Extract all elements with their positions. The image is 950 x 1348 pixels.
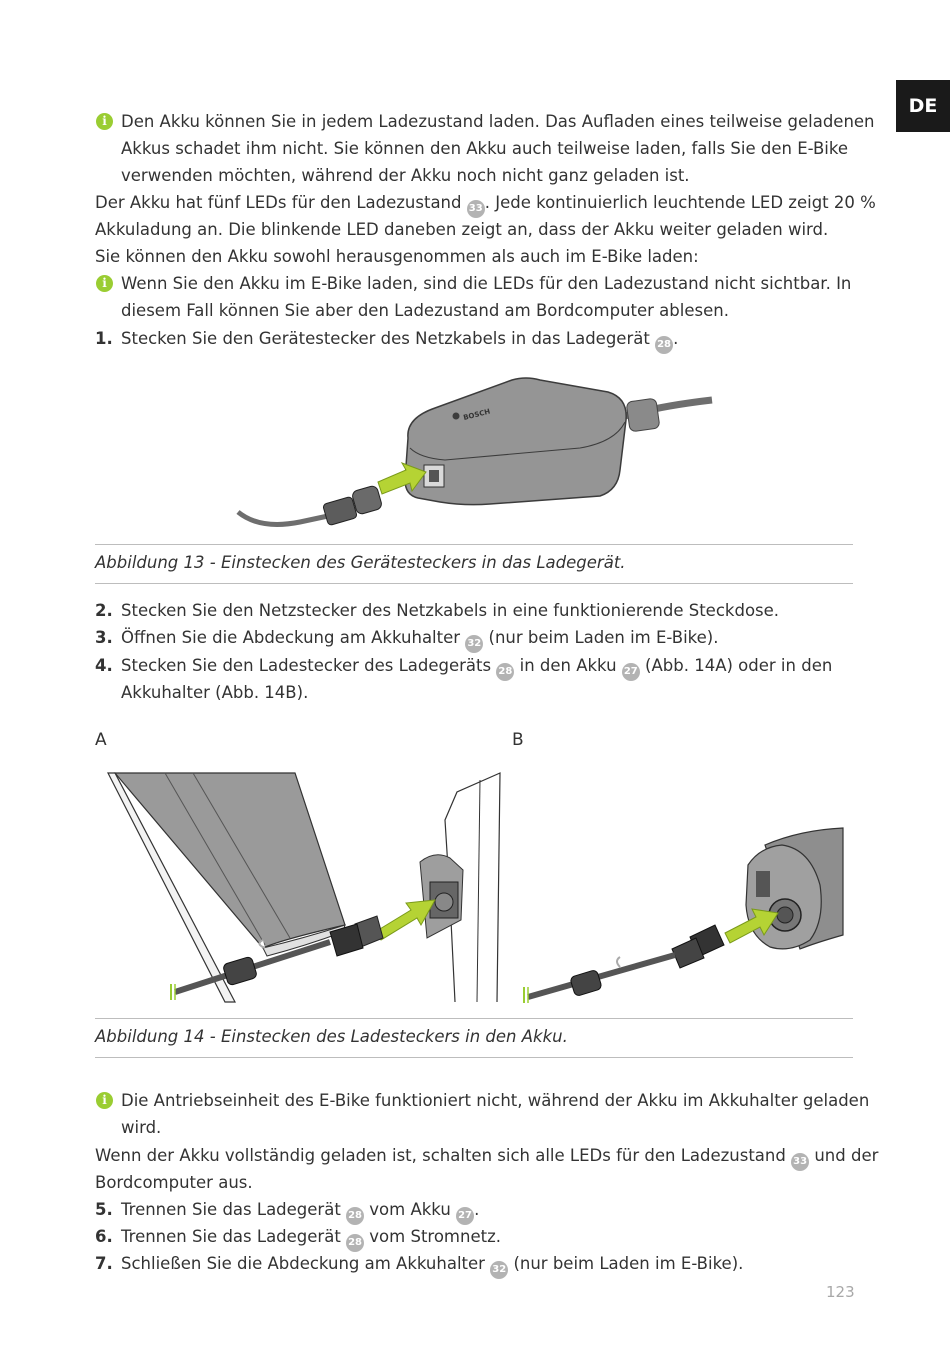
note-3-line-1: Die Antriebseinheit des E-Bike funktioniert nicht, während der Akku im Akkuhalter geladen bbox=[121, 1091, 870, 1110]
figure-13-charger-illustration bbox=[230, 370, 720, 535]
step-7-text-a: Schließen Sie die Abdeckung am Akkuhalter bbox=[121, 1254, 491, 1273]
step-4-text-c: (Abb. 14A) oder in den bbox=[639, 656, 833, 675]
figure-14-caption: Abbildung 14 - Einstecken des Ladesteckers in den Akku. bbox=[95, 1027, 568, 1046]
ref-badge-33: 33 bbox=[467, 200, 485, 218]
step-number: 7. bbox=[95, 1254, 113, 1273]
step-6-text-b: vom Stromnetz. bbox=[364, 1227, 501, 1246]
ref-badge-32: 32 bbox=[465, 635, 483, 653]
paragraph-fully-charged-line-1 bbox=[95, 1146, 878, 1171]
figure-13-caption: Abbildung 13 - Einstecken des Gerätesteckers in das Ladegerät. bbox=[95, 553, 626, 572]
step-1-text bbox=[121, 329, 678, 354]
step-7-text-b: (nur beim Laden im E-Bike). bbox=[508, 1254, 744, 1273]
ref-badge-28: 28 bbox=[346, 1234, 364, 1252]
ref-badge-28: 28 bbox=[496, 663, 514, 681]
figure-14b-battery-holder-illustration bbox=[520, 825, 845, 1005]
paragraph-charge-options: Sie können den Akku sowohl herausgenommen als auch im E-Bike laden: bbox=[95, 247, 699, 266]
paragraph-fully-charged-line-2: Bordcomputer aus. bbox=[95, 1173, 253, 1192]
paragraph-fully-charged-text-b: und der bbox=[809, 1146, 879, 1165]
step-3-text-b: (nur beim Laden im E-Bike). bbox=[483, 628, 719, 647]
step-4-text-a: Stecken Sie den Ladestecker des Ladegeräts bbox=[121, 656, 497, 675]
paragraph-fully-charged-text-a: Wenn der Akku vollständig geladen ist, schalten sich alle LEDs für den Ladezustand bbox=[95, 1146, 792, 1165]
figure-14-label-a: A bbox=[95, 730, 107, 750]
note-3-line-2: wird. bbox=[121, 1118, 162, 1137]
ref-badge-27: 27 bbox=[456, 1207, 474, 1225]
step-5-text bbox=[121, 1200, 479, 1225]
step-1-text-b: . bbox=[673, 329, 679, 348]
step-7-text bbox=[121, 1254, 743, 1279]
step-2-text: Stecken Sie den Netzstecker des Netzkabels in eine funktionierende Steckdose. bbox=[121, 601, 780, 620]
info-icon: i bbox=[96, 275, 113, 292]
step-6-text-a: Trennen Sie das Ladegerät bbox=[121, 1227, 347, 1246]
step-4-text-line-2: Akkuhalter (Abb. 14B). bbox=[121, 683, 309, 702]
language-tab: DE bbox=[896, 80, 950, 132]
paragraph-led-text-a: Der Akku hat fünf LEDs für den Ladezustand bbox=[95, 193, 467, 212]
step-3-text bbox=[121, 628, 718, 653]
page-number: 123 bbox=[826, 1283, 855, 1301]
figure-13-rule-top bbox=[95, 544, 853, 545]
brand-logo: BOSCH bbox=[462, 407, 492, 422]
step-number: 3. bbox=[95, 628, 113, 647]
step-number: 2. bbox=[95, 601, 113, 620]
note-2-line-1: Wenn Sie den Akku im E-Bike laden, sind die LEDs für den Ladezustand nicht sichtbar. In bbox=[121, 274, 852, 293]
ref-badge-28: 28 bbox=[346, 1207, 364, 1225]
step-5-text-c: . bbox=[474, 1200, 480, 1219]
note-2-line-2: diesem Fall können Sie aber den Ladezustand am Bordcomputer ablesen. bbox=[121, 301, 729, 320]
step-3-text-a: Öffnen Sie die Abdeckung am Akkuhalter bbox=[121, 628, 466, 647]
note-1-line-1: Den Akku können Sie in jedem Ladezustand laden. Das Aufladen eines teilweise geladenen bbox=[121, 112, 875, 131]
step-6-text bbox=[121, 1227, 501, 1252]
step-5-text-a: Trennen Sie das Ladegerät bbox=[121, 1200, 347, 1219]
ref-badge-32: 32 bbox=[490, 1261, 508, 1279]
figure-14-label-b: B bbox=[512, 730, 524, 750]
figure-14a-battery-illustration bbox=[105, 770, 505, 1010]
figure-13-rule-bottom bbox=[95, 583, 853, 584]
step-number: 4. bbox=[95, 656, 113, 675]
paragraph-led-line-1 bbox=[95, 193, 876, 218]
info-icon: i bbox=[96, 1092, 113, 1109]
paragraph-led-text-b: . Jede kontinuierlich leuchtende LED zeigt 20 % bbox=[484, 193, 876, 212]
figure-14-rule-bottom bbox=[95, 1057, 853, 1058]
paragraph-led-line-2: Akkuladung an. Die blinkende LED daneben zeigt an, dass der Akku weiter geladen wird. bbox=[95, 220, 829, 239]
note-1-line-3: verwenden möchten, während der Akku noch nicht ganz geladen ist. bbox=[121, 166, 690, 185]
step-number: 6. bbox=[95, 1227, 113, 1246]
step-4-text bbox=[121, 656, 832, 681]
info-icon: i bbox=[96, 113, 113, 130]
figure-14-rule-top bbox=[95, 1018, 853, 1019]
step-1-text-a: Stecken Sie den Gerätestecker des Netzkabels in das Ladegerät bbox=[121, 329, 656, 348]
step-4-text-b: in den Akku bbox=[514, 656, 622, 675]
step-5-text-b: vom Akku bbox=[364, 1200, 457, 1219]
ref-badge-33: 33 bbox=[791, 1153, 809, 1171]
ref-badge-28: 28 bbox=[655, 336, 673, 354]
note-1-line-2: Akkus schadet ihm nicht. Sie können den Akku auch teilweise laden, falls Sie den E-Bike bbox=[121, 139, 849, 158]
step-number: 1. bbox=[95, 329, 113, 348]
step-number: 5. bbox=[95, 1200, 113, 1219]
ref-badge-27: 27 bbox=[622, 663, 640, 681]
